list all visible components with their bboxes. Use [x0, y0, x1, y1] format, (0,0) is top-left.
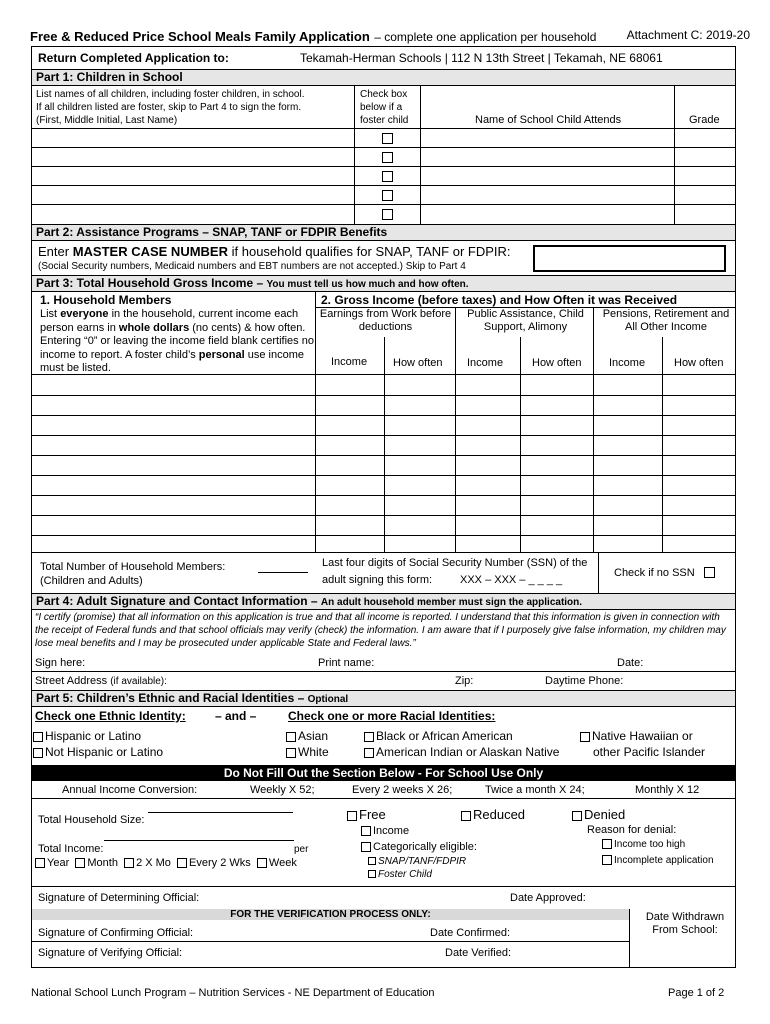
- foster-checkbox[interactable]: [382, 131, 393, 149]
- household-member-field[interactable]: [32, 496, 315, 515]
- option-black[interactable]: Black or African American: [364, 729, 513, 743]
- date-label: Date:: [617, 657, 644, 669]
- household-size-input[interactable]: [148, 812, 293, 813]
- attachment-label: Attachment C: 2019-20: [626, 28, 750, 42]
- frequency-options: [35, 857, 297, 869]
- ssn-label: Last four digits of Social Security Number (SSN) of the: [322, 557, 588, 569]
- school-use-banner: Do Not Fill Out the Section Below - For School Use Only: [32, 765, 735, 781]
- foster-checkbox[interactable]: [382, 169, 393, 187]
- per-label: per: [294, 844, 309, 855]
- income-too-high-option[interactable]: Income too high: [602, 839, 685, 850]
- option-white[interactable]: White: [286, 745, 329, 759]
- freq-week[interactable]: Week: [257, 857, 297, 869]
- option-pacific-islander-label: other Pacific Islander: [593, 745, 706, 759]
- assistance-group-header: Public Assistance, Child Support, Alimony: [467, 308, 584, 333]
- ssn-label-2: adult signing this form:: [322, 574, 433, 586]
- freq-year[interactable]: Year: [35, 857, 69, 869]
- gross-income-title: 2. Gross Income (before taxes) and How Often it was Received: [321, 293, 678, 307]
- no-ssn-label: Check if no SSN: [614, 567, 695, 579]
- option-hispanic[interactable]: Hispanic or Latino: [33, 729, 141, 743]
- return-label: Return Completed Application to:: [38, 51, 229, 65]
- how-often-header: How often: [532, 357, 582, 369]
- daytime-phone-label: Daytime Phone:: [545, 675, 624, 687]
- and-separator: – and –: [215, 709, 257, 723]
- monthly-conversion: Monthly X 12: [635, 784, 700, 796]
- total-members-sublabel: (Children and Adults): [40, 575, 143, 587]
- date-confirmed-label: Date Confirmed:: [430, 927, 511, 939]
- child-name-field[interactable]: [32, 205, 354, 223]
- grade-column-header: Grade: [689, 114, 720, 126]
- household-member-field[interactable]: [32, 416, 315, 435]
- household-members-instructions: List everyone in the household, current income each person earns in whole dollars (no cents) & how often. Entering “0” or leaving the income field blank certifies no income to report. A foster child’s personal use income must be listed.: [40, 308, 314, 374]
- how-often-header: How often: [393, 357, 443, 369]
- total-members-input[interactable]: [258, 572, 308, 573]
- option-not-hispanic[interactable]: Not Hispanic or Latino: [33, 745, 163, 759]
- verifying-official-label: Signature of Verifying Official:: [38, 947, 183, 959]
- weekly-conversion: Weekly X 52;: [250, 784, 315, 796]
- date-approved-label: Date Approved:: [510, 892, 586, 904]
- earnings-group-header: Earnings from Work before deductions: [319, 308, 452, 333]
- total-income-label: Total Income:: [38, 843, 104, 855]
- household-member-field[interactable]: [32, 476, 315, 495]
- determining-official-label: Signature of Determining Official:: [38, 892, 200, 904]
- option-asian[interactable]: Asian: [286, 729, 328, 743]
- freq-every2wks[interactable]: Every 2 Wks: [177, 857, 251, 869]
- child-name-field[interactable]: [32, 129, 354, 147]
- income-eligible-option[interactable]: Income: [361, 825, 409, 837]
- total-members-label: Total Number of Household Members:: [40, 561, 226, 573]
- free-option[interactable]: Free: [347, 807, 386, 822]
- option-american-indian[interactable]: American Indian or Alaskan Native: [364, 745, 559, 759]
- racial-identity-label: Check one or more Racial Identities:: [288, 709, 496, 723]
- child-name-field[interactable]: [32, 167, 354, 185]
- verification-banner: FOR THE VERIFICATION PROCESS ONLY:: [32, 909, 629, 920]
- how-often-header: How often: [674, 357, 724, 369]
- sign-here-label: Sign here:: [35, 657, 86, 669]
- confirming-official-label: Signature of Confirming Official:: [38, 927, 194, 939]
- case-number-input[interactable]: [533, 245, 726, 272]
- school-column-header: Name of School Child Attends: [475, 114, 622, 126]
- denied-option[interactable]: Denied: [572, 807, 625, 822]
- twice-monthly-conversion: Twice a month X 24;: [485, 784, 585, 796]
- part2-header: Part 2: Assistance Programs – SNAP, TANF or FDPIR Benefits: [32, 224, 735, 241]
- household-member-field[interactable]: [32, 436, 315, 455]
- part5-header: Part 5: Children’s Ethnic and Racial Identities – Optional: [32, 690, 735, 707]
- income-header: Income: [467, 357, 504, 369]
- print-name-label: Print name:: [318, 657, 375, 669]
- household-member-field[interactable]: [32, 396, 315, 415]
- date-verified-label: Date Verified:: [445, 947, 512, 959]
- denial-reason-label: Reason for denial:: [587, 824, 677, 836]
- freq-month[interactable]: Month: [75, 857, 118, 869]
- income-header: Income: [609, 357, 646, 369]
- return-address: Tekamah-Herman Schools | 112 N 13th Street | Tekamah, NE 68061: [300, 51, 663, 65]
- ssn-input[interactable]: XXX – XXX – _ _ _ _: [460, 574, 563, 586]
- income-header: Income: [331, 356, 368, 368]
- certification-statement: “I certify (promise) that all information on this application is true and that all income is reported. I understand that this information is given in connection with the receipt of Federal funds and that school officials may verify (check) the information. I am aware that if I purposely give false information, my children may lose meal benefits and I may be prosecuted under applicable State and Federal laws.”: [35, 612, 726, 649]
- reduced-option[interactable]: Reduced: [461, 807, 525, 822]
- household-member-field[interactable]: [32, 516, 315, 535]
- household-size-label: Total Household Size:: [38, 814, 145, 826]
- incomplete-application-option[interactable]: Incomplete application: [602, 855, 714, 866]
- foster-checkbox[interactable]: [382, 207, 393, 225]
- ethnic-identity-label: Check one Ethnic Identity:: [35, 709, 186, 723]
- page-number: Page 1 of 2: [668, 987, 725, 999]
- no-ssn-checkbox[interactable]: [704, 565, 715, 583]
- page-header: [30, 28, 750, 46]
- part1-header: Part 1: Children in School: [32, 69, 735, 86]
- street-address-label: Street Address (if available):: [35, 675, 167, 687]
- part1-instructions: List names of all children, including foster children, in school. If all children listed are foster, skip to Part 4 to sign the form. (First, Middle Initial, Last Name): [36, 89, 305, 126]
- pensions-group-header: Pensions, Retirement and All Other Income: [602, 308, 730, 333]
- freq-2xmo[interactable]: 2 X Mo: [124, 857, 171, 869]
- biweekly-conversion: Every 2 weeks X 26;: [352, 784, 453, 796]
- foster-option[interactable]: Foster Child: [368, 869, 432, 880]
- foster-column-header: Check box below if a foster child: [360, 89, 409, 126]
- form-subtitle: – complete one application per household: [374, 30, 597, 44]
- snap-option[interactable]: SNAP/TANF/FDPIR: [368, 856, 466, 867]
- foster-checkbox[interactable]: [382, 150, 393, 168]
- part3-header: Part 3: Total Household Gross Income – You must tell us how much and how often.: [32, 275, 735, 292]
- household-members-title: 1. Household Members: [40, 293, 172, 307]
- footer-program: National School Lunch Program – Nutrition Services - NE Department of Education: [31, 987, 435, 999]
- child-name-field[interactable]: [32, 186, 354, 204]
- part4-header: Part 4: Adult Signature and Contact Information – An adult household member must sign the application.: [32, 593, 735, 610]
- part2-note: (Social Security numbers, Medicaid numbers and EBT numbers are not accepted.) Skip to Part 4: [38, 261, 466, 272]
- categorical-option[interactable]: Categorically eligible:: [361, 841, 477, 853]
- household-member-field[interactable]: [32, 456, 315, 475]
- child-name-field[interactable]: [32, 148, 354, 166]
- zip-label: Zip:: [455, 675, 474, 687]
- income-conversion-label: Annual Income Conversion:: [62, 784, 198, 796]
- total-income-input[interactable]: [104, 840, 294, 841]
- foster-checkbox[interactable]: [382, 188, 393, 206]
- form-title: Free & Reduced Price School Meals Family Application: [30, 29, 370, 44]
- option-native-hawaiian[interactable]: Native Hawaiian or: [580, 729, 693, 743]
- date-withdrawn-label: Date Withdrawn From School:: [645, 911, 725, 936]
- part2-enter-text: Enter MASTER CASE NUMBER if household qualifies for SNAP, TANF or FDPIR:: [38, 244, 511, 259]
- household-member-field[interactable]: [32, 376, 315, 395]
